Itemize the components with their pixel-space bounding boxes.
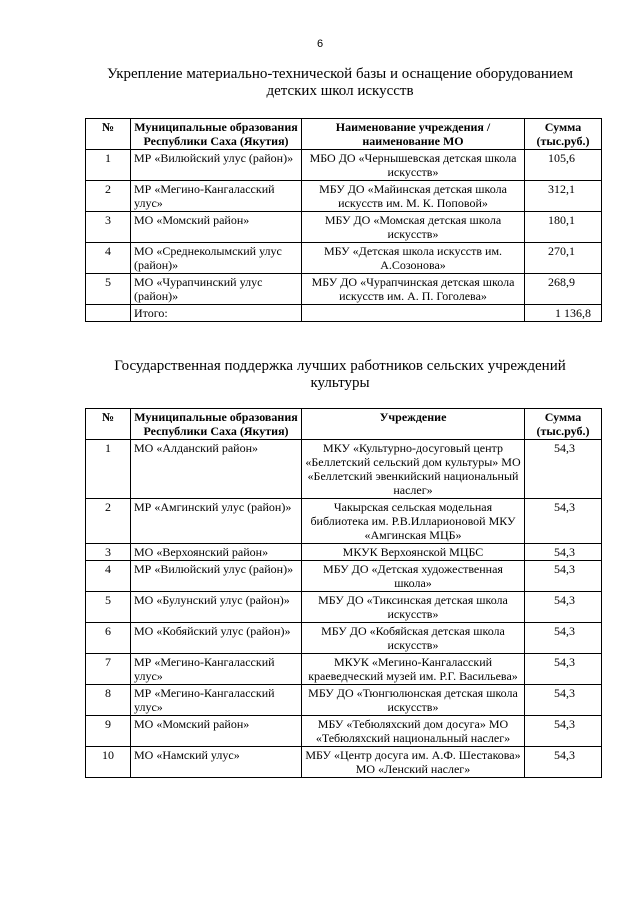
row-institution: МКУ «Культурно-досуговый центр «Беллетский сельский дом культуры» МО «Беллетский эвенкийский национальный наслег»	[302, 440, 525, 499]
row-number: 4	[86, 243, 131, 274]
table-row	[86, 499, 602, 544]
table-total-row	[86, 305, 602, 322]
row-number: 2	[86, 499, 131, 544]
row-sum: 312,1	[525, 181, 602, 212]
row-municipality: МР «Вилюйский улус (район)»	[131, 561, 302, 592]
row-municipality: МО «Момский район»	[131, 716, 302, 747]
row-sum: 105,6	[525, 150, 602, 181]
row-sum: 54,3	[525, 716, 602, 747]
row-sum: 54,3	[525, 440, 602, 499]
header-sum: Сумма (тыс.руб.)	[525, 119, 602, 150]
row-institution: МБУ ДО «Тиксинская детская школа искусств»	[302, 592, 525, 623]
row-institution: МБУ «Детская школа искусств им. А.Созонова»	[302, 243, 525, 274]
row-institution: МКУК Верхоянской МЦБС	[302, 544, 525, 561]
table-row	[86, 592, 602, 623]
row-municipality: МО «Чурапчинский улус (район)»	[131, 274, 302, 305]
row-sum: 270,1	[525, 243, 602, 274]
header-sum: Сумма (тыс.руб.)	[525, 409, 602, 440]
table-row	[86, 274, 602, 305]
row-municipality: МР «Вилюйский улус (район)»	[131, 150, 302, 181]
row-number: 5	[86, 592, 131, 623]
row-institution: МБУ ДО «Кобяйская детская школа искусств»	[302, 623, 525, 654]
row-municipality: МО «Кобяйский улус (район)»	[131, 623, 302, 654]
table-row	[86, 716, 602, 747]
total-empty-cell	[302, 305, 525, 322]
header-institution: Наименование учреждения / наименование МО	[302, 119, 525, 150]
row-number: 8	[86, 685, 131, 716]
section2-table	[85, 408, 602, 778]
table-row	[86, 561, 602, 592]
row-number: 10	[86, 747, 131, 778]
row-sum: 268,9	[525, 274, 602, 305]
row-sum: 54,3	[525, 592, 602, 623]
header-municipality: Муниципальные образования Республики Саха (Якутия)	[131, 119, 302, 150]
table-header-row	[86, 409, 602, 440]
row-sum: 54,3	[525, 499, 602, 544]
total-number-cell	[86, 305, 131, 322]
row-institution: МБУ ДО «Момская детская школа искусств»	[302, 212, 525, 243]
row-number: 1	[86, 150, 131, 181]
table-row	[86, 150, 602, 181]
table-row	[86, 747, 602, 778]
row-institution: МБУ ДО «Тюнгюлюнская детская школа искусств»	[302, 685, 525, 716]
section2-title: Государственная поддержка лучших работников сельских учреждений культуры	[114, 358, 566, 391]
row-number: 9	[86, 716, 131, 747]
row-sum: 54,3	[525, 747, 602, 778]
page-number: 6	[316, 38, 324, 50]
row-institution: МБУ ДО «Чурапчинская детская школа искусств им. А. П. Гоголева»	[302, 274, 525, 305]
row-sum: 54,3	[525, 654, 602, 685]
total-sum: 1 136,8	[525, 305, 602, 322]
row-number: 1	[86, 440, 131, 499]
row-municipality: МО «Верхоянский район»	[131, 544, 302, 561]
row-institution: МБУ «Тебюляхский дом досуга» МО «Тебюляхский национальный наслег»	[302, 716, 525, 747]
row-number: 3	[86, 212, 131, 243]
table-row	[86, 623, 602, 654]
row-number: 4	[86, 561, 131, 592]
total-label: Итого:	[131, 305, 302, 322]
table-row	[86, 181, 602, 212]
table-header-row	[86, 119, 602, 150]
row-municipality: МР «Мегино-Кангаласский улус»	[131, 181, 302, 212]
row-sum: 54,3	[525, 685, 602, 716]
header-municipality: Муниципальные образования Республики Саха (Якутия)	[131, 409, 302, 440]
header-number: №	[86, 409, 131, 440]
table-row	[86, 685, 602, 716]
table-row	[86, 212, 602, 243]
row-number: 2	[86, 181, 131, 212]
row-sum: 54,3	[525, 561, 602, 592]
row-institution: МКУК «Мегино-Кангаласский краеведческий музей им. Р.Г. Васильева»	[302, 654, 525, 685]
row-sum: 180,1	[525, 212, 602, 243]
row-institution: Чакырская сельская модельная библиотека им. Р.В.Илларионовой МКУ «Амгинская МЦБ»	[302, 499, 525, 544]
section1-table	[85, 118, 602, 322]
row-municipality: МО «Среднеколымский улус (район)»	[131, 243, 302, 274]
row-number: 5	[86, 274, 131, 305]
row-institution: МБУ «Центр досуга им. А.Ф. Шестакова» МО «Ленский наслег»	[302, 747, 525, 778]
header-number: №	[86, 119, 131, 150]
row-municipality: МО «Булунский улус (район)»	[131, 592, 302, 623]
row-number: 3	[86, 544, 131, 561]
row-municipality: МО «Алданский район»	[131, 440, 302, 499]
table-row	[86, 440, 602, 499]
row-institution: МБУ ДО «Майинская детская школа искусств им. М. К. Поповой»	[302, 181, 525, 212]
table-row	[86, 544, 602, 561]
row-number: 7	[86, 654, 131, 685]
table-row	[86, 243, 602, 274]
row-number: 6	[86, 623, 131, 654]
row-municipality: МО «Момский район»	[131, 212, 302, 243]
row-sum: 54,3	[525, 544, 602, 561]
section1-title: Укрепление материально-технической базы и оснащение оборудованием детских школ искусств	[106, 66, 574, 99]
row-municipality: МР «Амгинский улус (район)»	[131, 499, 302, 544]
table-row	[86, 654, 602, 685]
row-sum: 54,3	[525, 623, 602, 654]
row-municipality: МО «Намский улус»	[131, 747, 302, 778]
row-municipality: МР «Мегино-Кангаласский улус»	[131, 685, 302, 716]
row-institution: МБО ДО «Чернышевская детская школа искусств»	[302, 150, 525, 181]
header-institution: Учреждение	[302, 409, 525, 440]
row-institution: МБУ ДО «Детская художественная школа»	[302, 561, 525, 592]
row-municipality: МР «Мегино-Кангаласский улус»	[131, 654, 302, 685]
